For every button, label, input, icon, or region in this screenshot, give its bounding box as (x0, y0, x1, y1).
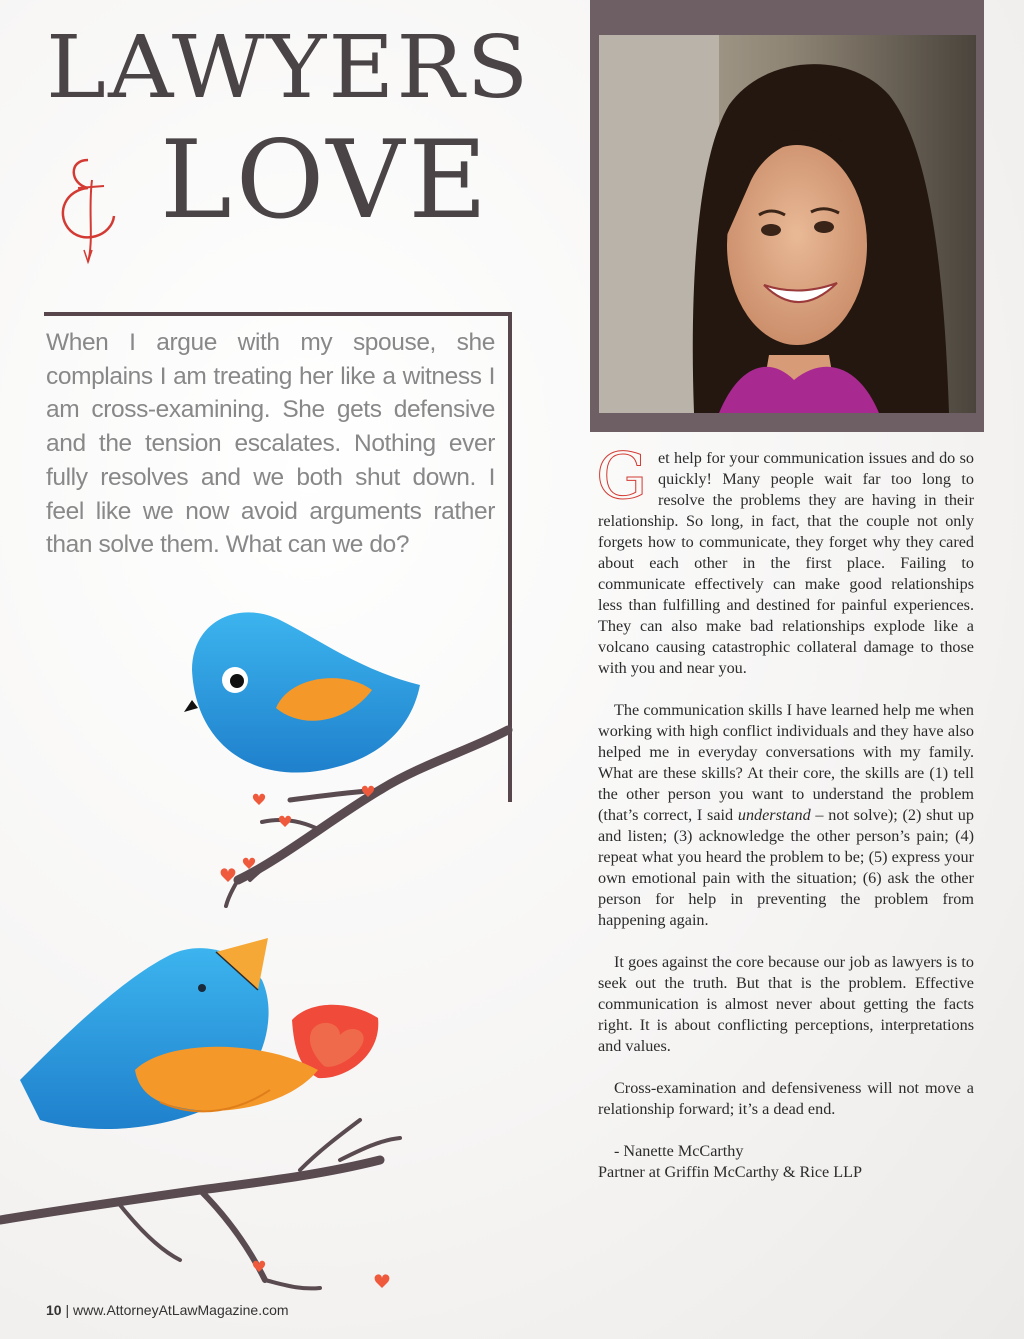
article-body (596, 440, 974, 1183)
author-title: Partner at Griffin McCarthy & Rice LLP (598, 1163, 863, 1181)
footer-url[interactable]: www.AttorneyAtLawMagazine.com (73, 1302, 289, 1318)
article-paragraph-3: It goes against the core because our job as lawyers is to seek out the truth. But that is the problem. Effective communication is almost never about getting the facts right. It is about conflicting perceptions, interpretations and values. (598, 953, 974, 1055)
author-portrait (599, 35, 976, 413)
page-number: 10 (46, 1302, 62, 1318)
footer-separator: | (65, 1302, 70, 1318)
signature (598, 1141, 974, 1183)
title-lawyers: LAWYERS (46, 18, 531, 118)
paragraph-2-emphasis: understand (737, 806, 811, 824)
article-paragraph-2 (598, 700, 974, 931)
page-footer (46, 1302, 289, 1318)
article-paragraph-4: Cross-examination and defensiveness will not move a relationship forward; it’s a dead end. (598, 1079, 974, 1118)
drop-cap: G (596, 440, 648, 514)
paragraph-2-text-a: The communication skills I have learned help me when working with high conflict individuals and they have also helped me in everyday conversations with my family. What are these skills? At their core, the skills are (1) tell the other person you want to understand the problem (that’s correct, I said (598, 701, 974, 824)
title-love: LOVE (160, 118, 492, 243)
author-name: - Nanette McCarthy (614, 1142, 744, 1160)
lower-bird (20, 938, 378, 1129)
paragraph-1-text: et help for your communication issues and do so quickly! Many people wait far too long to resolve the problems they are having in their relationship. So long, in fact, that the couple not only forgets how to communicate, they forget why they cared about each other in the first place. Failing to communicate effectively can make good relationships less than fulfilling and destined for painful experiences. They can also make bad relationships explode like a volcano causing catastrophic collateral damage to those with you and near you. (598, 449, 974, 677)
birds-illustration (0, 560, 520, 1320)
article-paragraph-1 (596, 440, 974, 679)
paragraph-2-text-b: – not solve); (2) shut up and listen; (3) acknowledge the other person’s pain; (4) repeat what you heard the problem to be; (5) express your own emotional pain with the situation; (6) ask the other person for help in preventing the problem from happening again. (598, 806, 974, 929)
reader-question: When I argue with my spouse, she complains I am treating her like a witness I am cross-examining. She gets defensive and the tension escalates. Nothing ever fully resolves and we both shut down. I feel like we now avoid arguments rather than solve them. What can we do? (46, 329, 495, 559)
upper-bird (184, 612, 420, 772)
ampersand-ornament (48, 150, 128, 270)
lower-branch (0, 1120, 400, 1288)
